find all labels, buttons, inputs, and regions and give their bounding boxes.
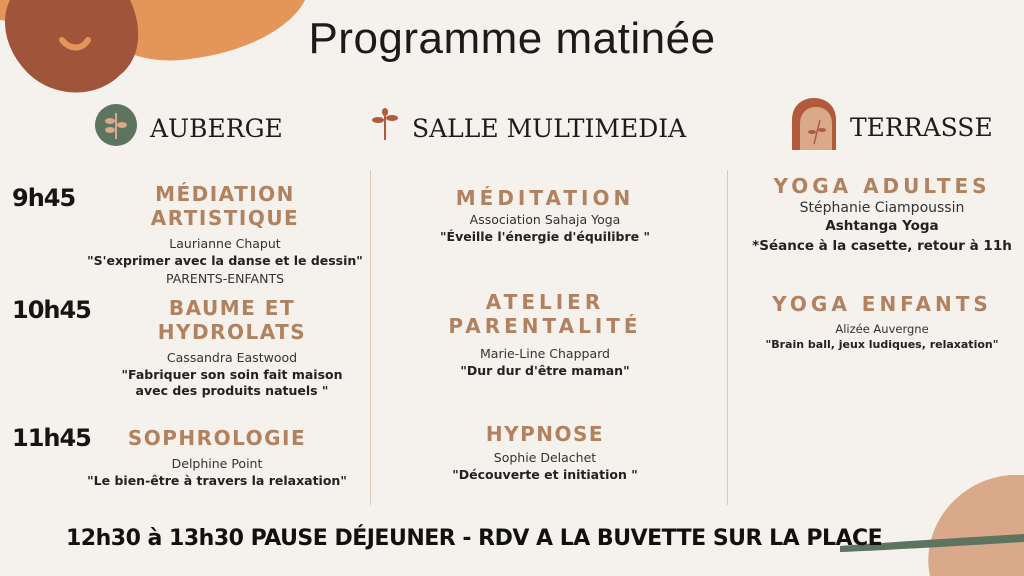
venue-auberge [94,103,283,153]
event-title: YOGA ADULTES [773,174,991,198]
event-extra: *Séance à la casette, retour à 11h [752,237,1012,254]
event-quote: Ashtanga Yoga [825,218,939,234]
event-quote: "Éveille l'énergie d'équilibre " [440,229,650,244]
venue-label: TERRASSE [850,112,993,142]
venue-label: SALLE MULTIMEDIA [412,113,687,143]
event-yoga-enfants [740,292,1024,352]
event-title: BAUME ET HYDROLATS [157,296,307,344]
branch-icon [370,108,400,148]
event-person: Cassandra Eastwood [166,350,298,365]
event-title: HYPNOSE [485,422,605,446]
event-quote: "Dur dur d'être maman" [460,363,630,378]
event-quote: "Découverte et initiation " [452,467,638,482]
event-person: Marie-Line Chappard [480,346,610,361]
event-title: ATELIER PARENTALITÉ [448,290,642,338]
event-title: YOGA ENFANTS [772,292,992,316]
event-hypnose [395,422,695,483]
time-slot: 10h45 [12,296,91,324]
event-quote: "Brain ball, jeux ludiques, relaxation" [765,338,999,351]
leaf-badge-icon [94,103,138,153]
event-person: Stéphanie Ciampoussin [799,200,965,216]
event-title: SOPHROLOGIE [127,426,307,450]
event-atelier-parentalite [395,290,695,379]
decorative-blob-bottomright [860,470,1024,576]
event-person: Delphine Point [171,456,263,471]
event-mediation-artistique [80,182,370,286]
page-title: Programme matinée [308,14,716,63]
event-title: MÉDIATION ARTISTIQUE [150,182,300,230]
event-quote: "Le bien-être à travers la relaxation" [87,473,347,488]
venue-terrasse [790,98,993,156]
arch-leaf-icon [790,98,838,156]
event-person: Laurianne Chaput [169,236,281,251]
lunch-break-banner: 12h30 à 13h30 PAUSE DÉJEUNER - RDV A LA BUVETTE SUR LA PLACE [66,526,883,551]
event-person: Alizée Auvergne [835,322,929,336]
event-baume-hydrolats [92,296,372,400]
event-meditation [395,186,695,245]
event-yoga-adultes [740,174,1024,255]
event-person: Association Sahaja Yoga [469,212,621,227]
event-title: MÉDITATION [455,186,635,210]
column-divider [727,170,728,505]
event-person: Sophie Delachet [493,450,597,465]
venue-label: AUBERGE [150,113,283,143]
event-sophrologie [72,426,362,489]
venue-salle-multimedia [370,108,686,148]
event-extra: PARENTS-ENFANTS [165,271,285,287]
time-slot: 9h45 [12,184,76,212]
time-slot: 11h45 [12,424,91,452]
event-quote: "Fabriquer son soin fait maison avec des produits natuels " [121,367,343,399]
event-quote: "S'exprimer avec la danse et le dessin" [87,253,363,268]
